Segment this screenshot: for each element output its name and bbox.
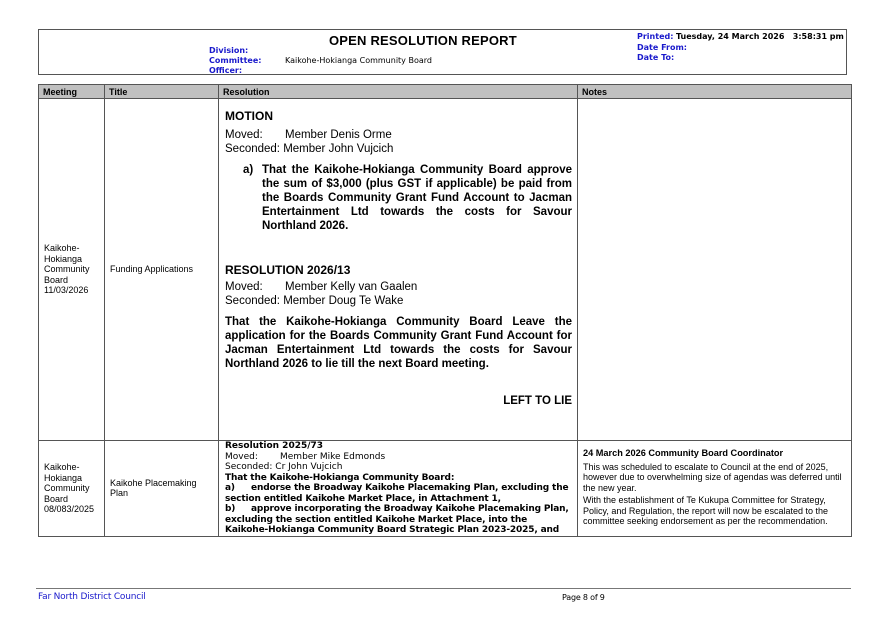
officer-row <box>209 66 432 76</box>
resolution-cell <box>219 99 578 441</box>
moved-label: Moved: <box>225 451 258 462</box>
column-header-resolution: Resolution <box>219 85 578 99</box>
seconded-value: Member John Vujcich <box>283 142 394 155</box>
seconded-value: Member Doug Te Wake <box>283 295 404 307</box>
resolution-seconded <box>225 462 572 473</box>
report-header <box>38 29 847 75</box>
resolution-moved <box>225 280 572 294</box>
notes-paragraph: With the establishment of Te Kukupa Committee for Strategy, Policy, and Regulation, the report will now be escalated to the committee seeking endorsement as per the recommendation. <box>583 495 828 526</box>
committee-row <box>209 56 432 66</box>
column-header-meeting: Meeting <box>39 85 105 99</box>
printed-label: Printed: <box>637 32 674 41</box>
motion-item-text: That the Kaikohe-Hokianga Community Board approve the sum of $3,000 (plus GST if applicable) be paid from the Boards Community Grant Fund Account to Jacman Entertainment Ltd towards the costs for Savour Northland 2026. <box>262 163 572 232</box>
meeting-line: Community <box>44 264 90 275</box>
committee-value: Kaikohe-Hokianga Community Board <box>285 56 432 65</box>
meeting-cell <box>39 441 105 537</box>
resolution-cell <box>219 441 578 537</box>
motion-item-a <box>243 163 572 233</box>
committee-label: Committee: <box>209 56 262 65</box>
meeting-line: Hokianga <box>44 253 83 264</box>
printed-row <box>637 32 844 43</box>
item-text: approve incorporating the Broadway Kaikohe Placemaking Plan, excluding the section entitled Kaikohe Market Place, into the Kaikohe-Hokianga Community Board Strategic Plan 2023-2025, and <box>225 504 569 535</box>
report-title: OPEN RESOLUTION REPORT <box>329 33 517 48</box>
resolution-table <box>38 84 852 537</box>
moved-value: Member Denis Orme <box>285 128 392 141</box>
division-row <box>209 46 432 56</box>
notes-heading: 24 March 2026 Community Board Coordinator <box>583 448 784 458</box>
meeting-line: Board <box>44 493 69 504</box>
item-text: endorse the Broadway Kaikohe Placemaking Plan, excluding the section entitled Kaikohe Market Place, in Attachment 1, <box>225 483 569 504</box>
moved-label: Moved: <box>225 128 263 141</box>
officer-label: Officer: <box>209 66 243 75</box>
moved-label: Moved: <box>225 281 263 293</box>
table-row <box>39 441 852 537</box>
resolution-item-b <box>225 504 572 536</box>
date-to-row <box>637 53 844 64</box>
column-header-title: Title <box>105 85 219 99</box>
title-cell: Kaikohe Placemaking Plan <box>105 441 219 537</box>
meeting-line: Hokianga <box>44 472 83 483</box>
seconded-value: Cr John Vujcich <box>275 462 343 472</box>
item-number: b) <box>225 504 236 514</box>
resolution-heading: Resolution 2025/73 <box>225 441 324 451</box>
footer-page-number: Page 8 of 9 <box>562 593 605 602</box>
resolution-moved <box>225 452 572 463</box>
motion-heading: MOTION <box>225 109 273 123</box>
date-from-label: Date From: <box>637 42 688 52</box>
notes-paragraph: This was scheduled to escalate to Council at the end of 2025, however due to overwhelming size of agendas was deferred until the new year. <box>583 461 842 493</box>
printed-value: Tuesday, 24 March 2026 3:58:31 pm <box>675 32 844 41</box>
table-header-row <box>39 85 852 99</box>
footer-divider <box>36 588 851 589</box>
motion-moved <box>225 128 572 142</box>
seconded-label: Seconded: <box>225 295 280 307</box>
moved-value: Member Kelly van Gaalen <box>285 281 418 293</box>
date-from-row <box>637 43 844 54</box>
report-meta-left <box>209 46 432 76</box>
division-label: Division: <box>209 46 249 55</box>
resolution-item-a <box>225 483 572 504</box>
meeting-line: Kaikohe- <box>44 243 80 254</box>
notes-cell <box>578 99 852 441</box>
meeting-line: Kaikohe- <box>44 462 80 472</box>
date-to-label: Date To: <box>637 53 675 62</box>
meeting-cell <box>39 99 105 441</box>
resolution-outcome: LEFT TO LIE <box>503 395 572 407</box>
motion-seconded <box>225 142 572 156</box>
title-cell: Funding Applications <box>105 99 219 441</box>
notes-cell <box>578 441 852 537</box>
item-number: a) <box>225 483 235 493</box>
resolution-seconded <box>225 294 572 308</box>
meeting-date: 08/083/2025 <box>44 504 95 514</box>
resolution-heading: RESOLUTION 2026/13 <box>225 262 351 277</box>
seconded-label: Seconded: <box>225 142 280 155</box>
seconded-label: Seconded: <box>225 462 273 472</box>
meeting-line: Community <box>44 483 90 493</box>
column-header-notes: Notes <box>578 85 852 99</box>
meeting-date: 11/03/2026 <box>44 285 89 296</box>
motion-item-number: a) <box>243 163 254 176</box>
footer-organisation: Far North District Council <box>38 592 146 602</box>
report-meta-right <box>637 32 844 64</box>
table-row <box>39 99 852 441</box>
moved-value: Member Mike Edmonds <box>280 451 386 462</box>
meeting-line: Board <box>44 274 69 285</box>
resolution-text: That the Kaikohe-Hokianga Community Board Leave the application for the Boards Community Grant Fund Account for Jacman Entertainment Ltd towards the costs for Savour Northland 2026 to lie till the next Board meeting. <box>225 316 572 370</box>
resolution-intro: That the Kaikohe-Hokianga Community Board: <box>225 472 455 483</box>
